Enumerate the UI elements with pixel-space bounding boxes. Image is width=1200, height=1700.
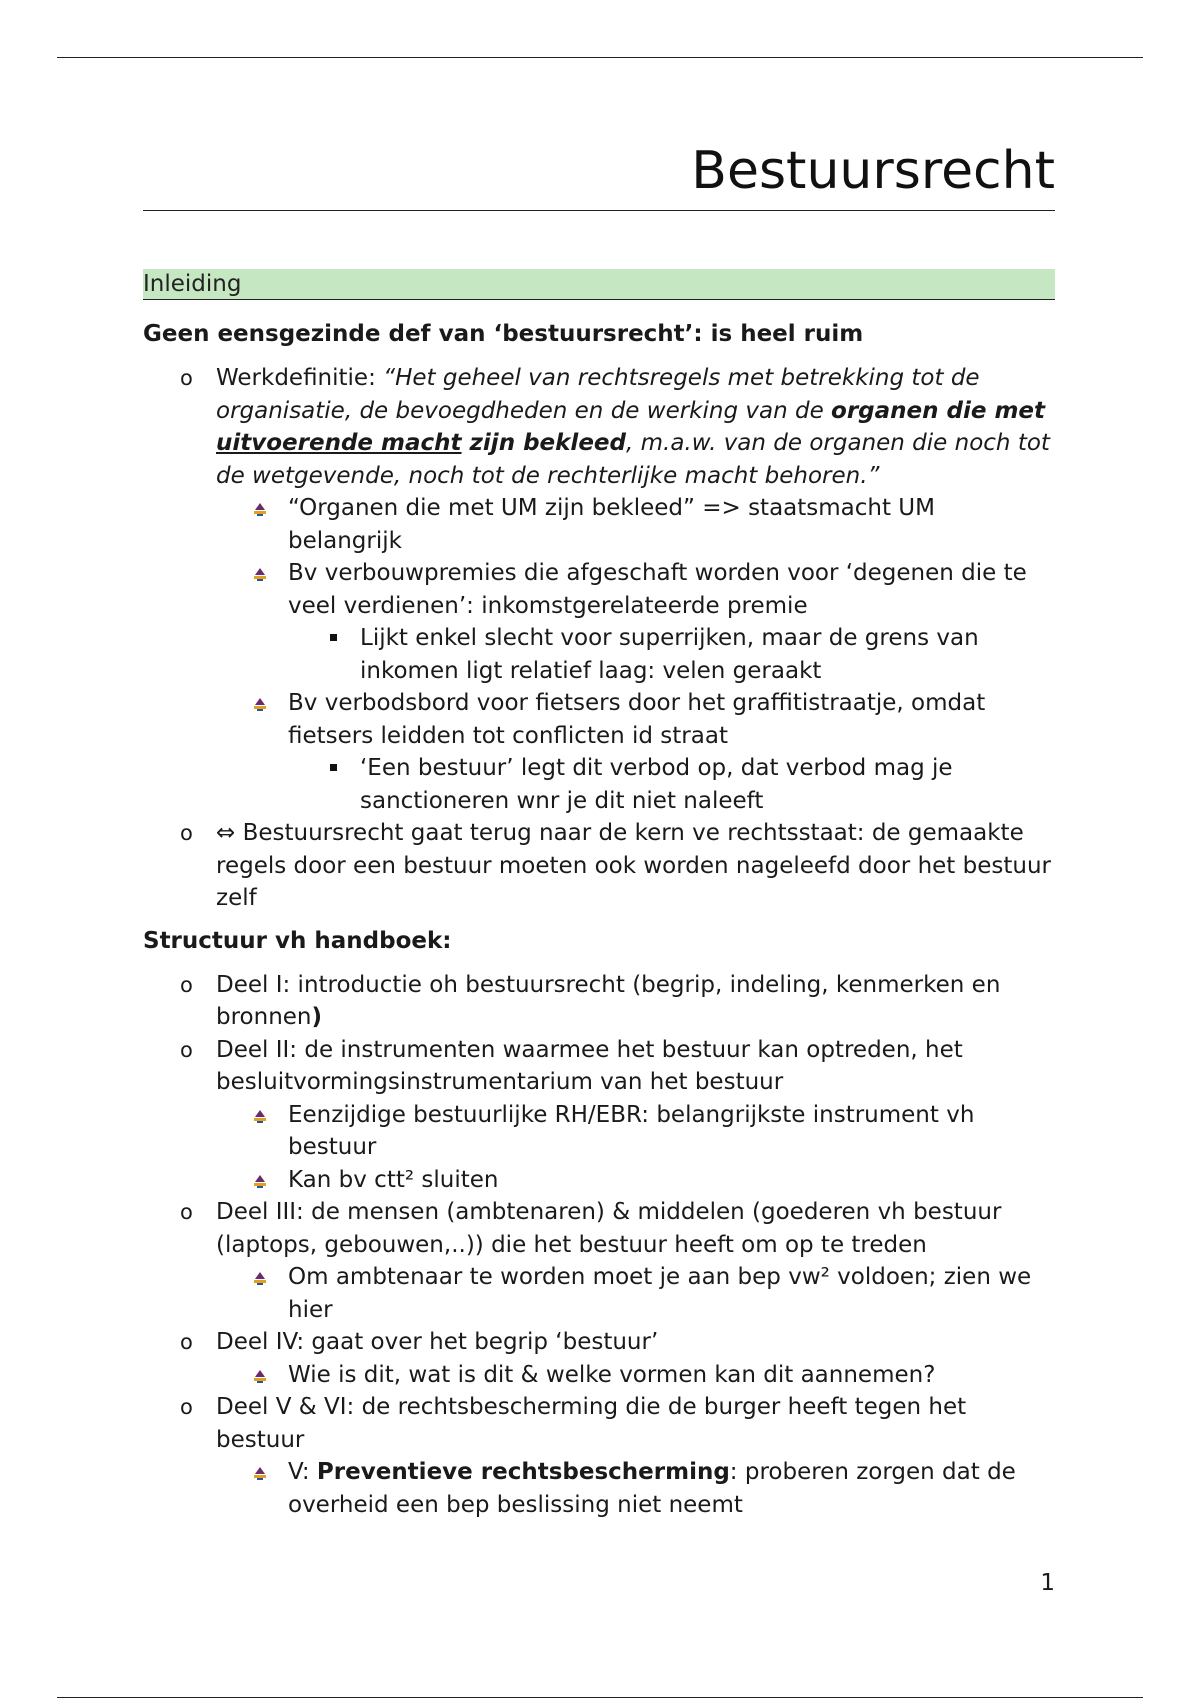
- arrow-bullet-icon: [252, 1173, 268, 1189]
- heading-definition: Geen eensgezinde def van ‘bestuursrecht’: is heel ruim: [143, 321, 864, 347]
- circle-bullet-icon: o: [180, 1200, 193, 1224]
- circle-bullet-icon: o: [180, 821, 193, 845]
- arrow-bullet-icon: [252, 501, 268, 517]
- list-item: Bv verbouwpremies die afgeschaft worden voor ‘degenen die te veel verdienen’: inkomstgerelateerde premie Lijkt enkel slecht voor superrijken, maar de grens van inkomen ligt relatief laag: velen geraakt: [216, 557, 1055, 687]
- list-item: Kan bv ctt² sluiten: [216, 1164, 1055, 1197]
- circle-bullet-icon: o: [180, 1330, 193, 1354]
- list-item: “Organen die met UM zijn bekleed” => staatsmacht UM belangrijk: [216, 492, 1055, 557]
- list-item: ‘Een bestuur’ legt dit verbod op, dat verbod mag je sanctioneren wnr je dit niet naleeft: [288, 752, 1055, 817]
- list-item: Eenzijdige bestuurlijke RH/EBR: belangrijkste instrument vh bestuur: [216, 1099, 1055, 1164]
- circle-bullet-icon: o: [180, 366, 193, 390]
- section-heading-inleiding: Inleiding: [143, 269, 1055, 300]
- circle-bullet-icon: o: [180, 972, 193, 997]
- list-item-rechtsstaat: o ⇔ Bestuursrecht gaat terug naar de kern ve rechtsstaat: de gemaakte regels door een bestuur moeten ook worden nageleefd door het bestuur zelf: [143, 817, 1055, 915]
- arrow-bullet-icon: [252, 1108, 268, 1124]
- list-item-werkdefinitie: o Werkdefinitie: “Het geheel van rechtsregels met betrekking tot de organisatie, de bevoegdheden en de werking van de organen die met uitvoerende macht zijn bekleed, m.a.w. van de organen die noch tot de wetgevende, noch tot de rechterlijke macht behoren.” “Organen die met UM zijn bekleed” => staatsmacht UM belangrijk Bv verbouwpremies die afgeschaft worden voor ‘degenen die te veel verdienen’: inkomstgerelateerde premie Lijkt enkel slecht voor superrijken, maar de grens van inkomen ligt relatief laag: velen geraakt Bv verbodsbord voor fietsers door het graffitistraatje, omdat fietsers leidden tot conflicten id straat ‘Een bestuur’ legt dit verbod op, dat verbod mag je sanctioneren wnr je dit niet naleeft: [143, 362, 1055, 817]
- list-item-deel-4: o Deel IV: gaat over het begrip ‘bestuur’ Wie is dit, wat is dit & welke vormen kan dit aannemen?: [143, 1326, 1055, 1391]
- list-item-deel-5-6: o Deel V & VI: de rechtsbescherming die de burger heeft tegen het bestuur V: Preventieve rechtsbescherming: proberen zorgen dat de overheid een bep beslissing niet neemt: [143, 1391, 1055, 1521]
- document-body: [143, 318, 1055, 1521]
- definition-list: [143, 362, 1055, 915]
- list-item: Om ambtenaar te worden moet je aan bep vw² voldoen; zien we hier: [216, 1261, 1055, 1326]
- page-bottom-rule: [57, 1697, 1143, 1698]
- definition-sublist: [216, 492, 1055, 817]
- page-top-rule: [57, 57, 1143, 58]
- arrow-bullet-icon: [252, 1368, 268, 1384]
- list-item-deel-1: o Deel I: introductie oh bestuursrecht (begrip, indeling, kenmerken en bronnen): [143, 969, 1055, 1034]
- list-item-deel-3: o Deel III: de mensen (ambtenaren) & middelen (goederen vh bestuur (laptops, gebouwen,..)) die het bestuur heeft om op te treden Om ambtenaar te worden moet je aan bep vw² voldoen; zien we hier: [143, 1196, 1055, 1326]
- list-item: Bv verbodsbord voor fietsers door het graffitistraatje, omdat fietsers leidden tot conflicten id straat ‘Een bestuur’ legt dit verbod op, dat verbod mag je sanctioneren wnr je dit niet naleeft: [216, 687, 1055, 817]
- list-item: V: Preventieve rechtsbescherming: proberen zorgen dat de overheid een bep beslissing niet neemt: [216, 1456, 1055, 1521]
- structure-list: [143, 969, 1055, 1522]
- arrow-bullet-icon: [252, 1270, 268, 1286]
- circle-bullet-icon: o: [180, 1037, 193, 1062]
- page-number: 1: [1040, 1570, 1055, 1596]
- list-item: Lijkt enkel slecht voor superrijken, maar de grens van inkomen ligt relatief laag: velen geraakt: [288, 622, 1055, 687]
- list-item: Wie is dit, wat is dit & welke vormen kan dit aannemen?: [216, 1359, 1055, 1392]
- arrow-bullet-icon: [252, 566, 268, 582]
- circle-bullet-icon: o: [180, 1395, 193, 1419]
- title-underline: [143, 210, 1055, 211]
- heading-structure: Structuur vh handboek:: [143, 927, 452, 954]
- square-bullet-icon: [330, 764, 337, 771]
- document-title: Bestuursrecht: [691, 141, 1055, 201]
- arrow-bullet-icon: [252, 1465, 268, 1481]
- list-item-deel-2: o Deel II: de instrumenten waarmee het bestuur kan optreden, het besluitvormingsinstrumentarium van het bestuur Eenzijdige bestuurlijke RH/EBR: belangrijkste instrument vh bestuur Kan bv ctt² sluiten: [143, 1034, 1055, 1197]
- square-bullet-icon: [330, 634, 337, 641]
- arrow-bullet-icon: [252, 696, 268, 712]
